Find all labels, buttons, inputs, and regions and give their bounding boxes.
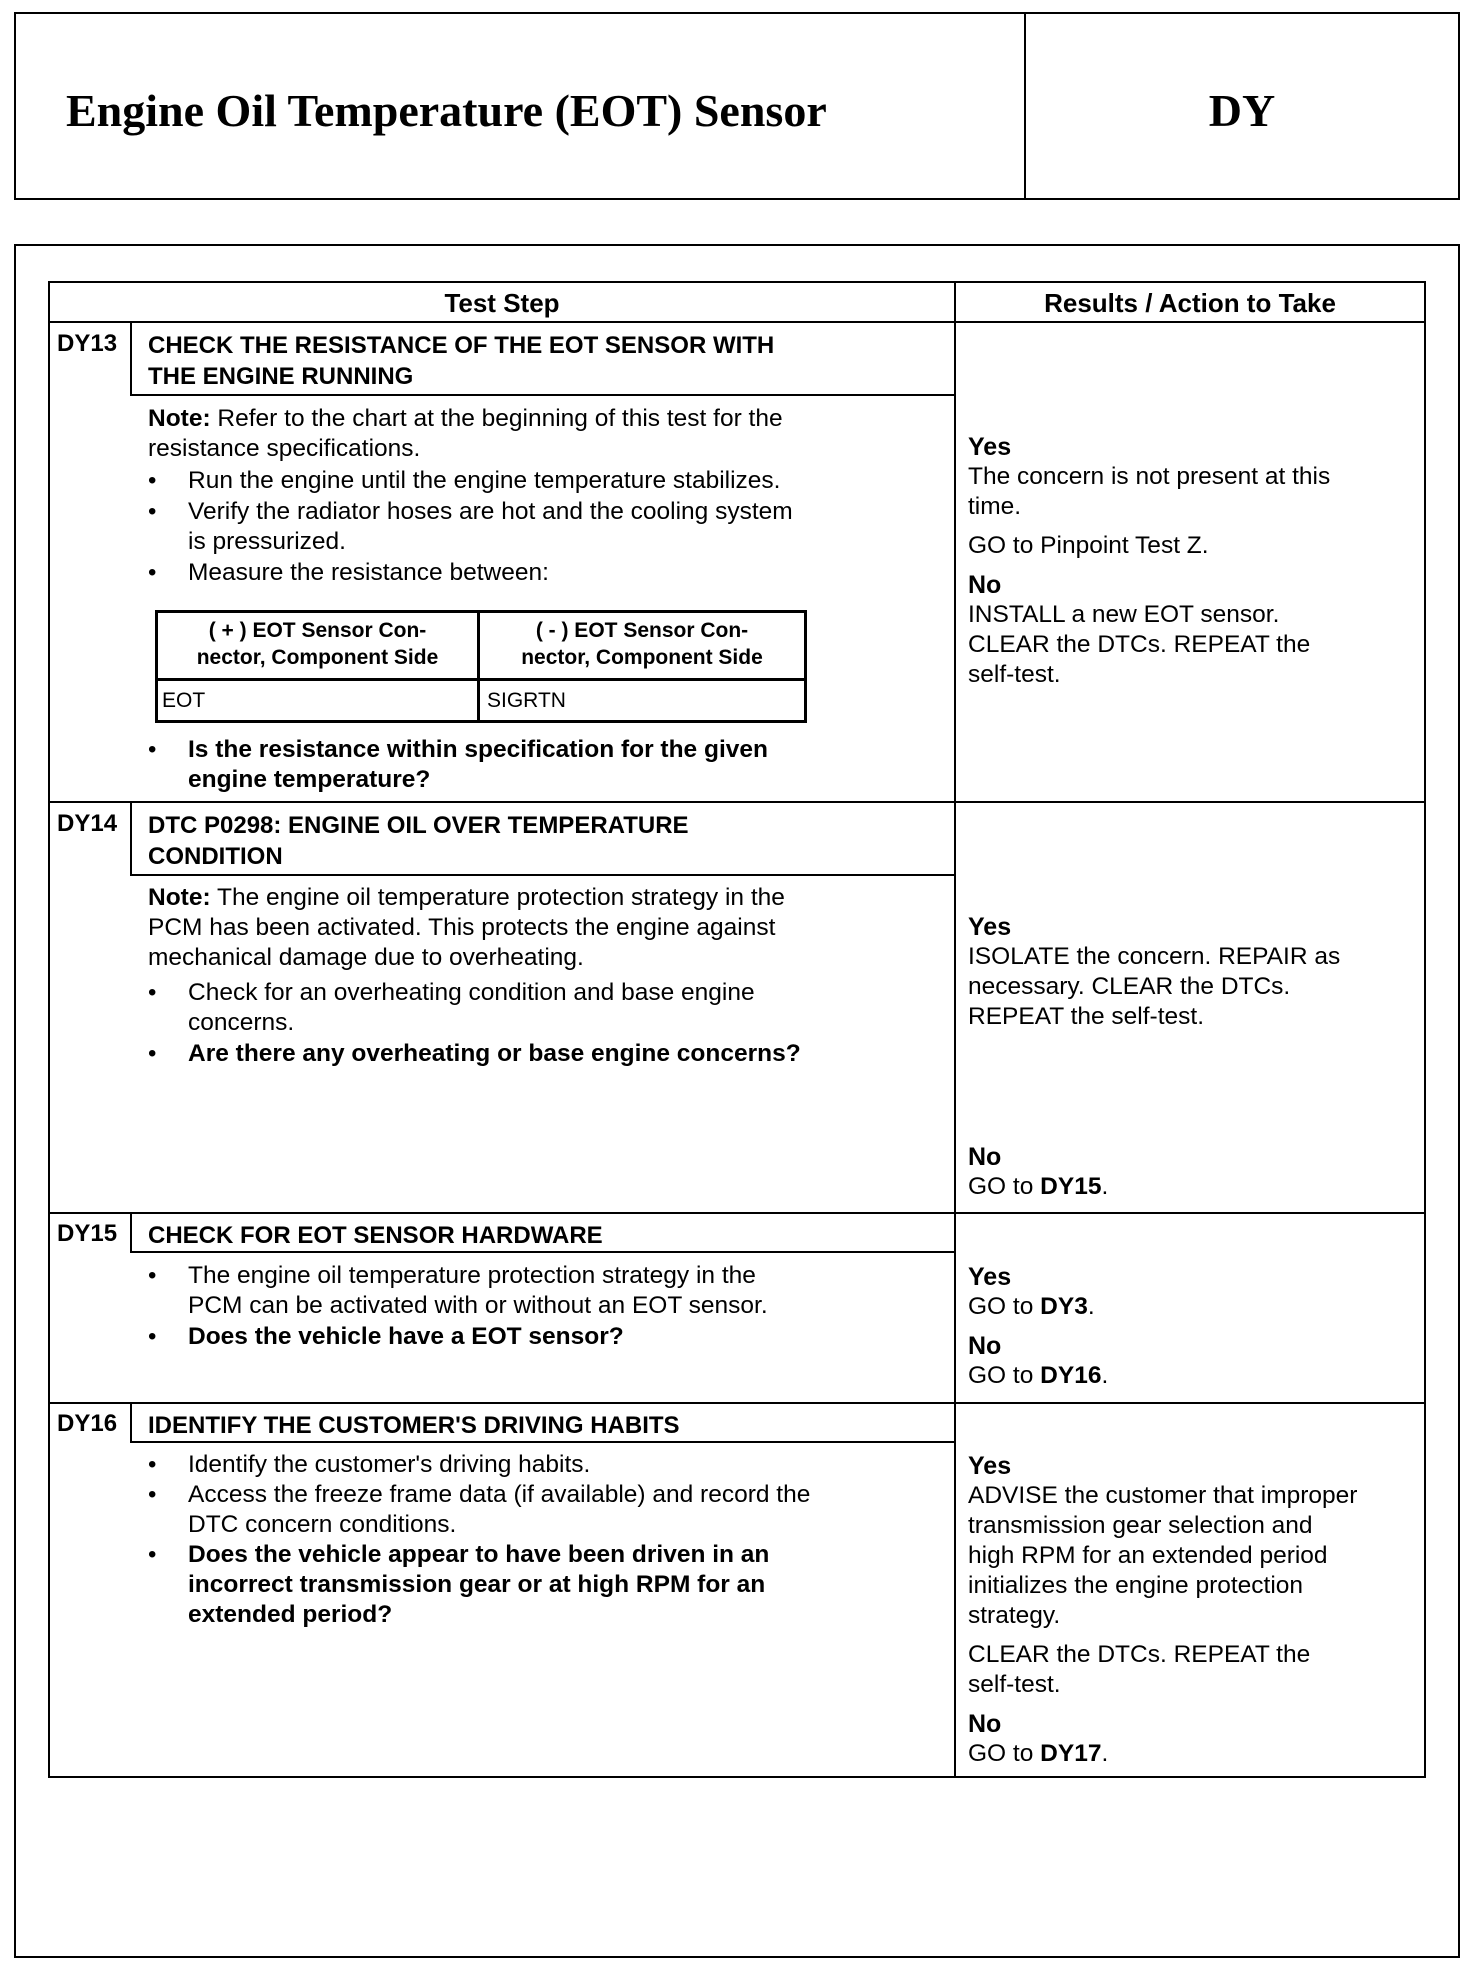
header-rule bbox=[48, 321, 1426, 323]
step-rule bbox=[48, 801, 1426, 803]
title-box bbox=[14, 12, 1026, 200]
section-code-box bbox=[1024, 12, 1460, 200]
step-results-no: No GO to DY15. bbox=[968, 1143, 1109, 1200]
step-rule bbox=[48, 1212, 1426, 1214]
pin-table-header-negative: ( - ) EOT Sensor Con- nector, Component Side bbox=[521, 619, 763, 669]
step-title: IDENTIFY THE CUSTOMER'S DRIVING HABITS bbox=[148, 1412, 680, 1439]
step-results: Yes GO to DY3. No GO to DY16. bbox=[968, 1263, 1109, 1389]
bullet-icon: • bbox=[148, 1040, 157, 1067]
bullet-icon: • bbox=[148, 498, 157, 525]
step-title: CHECK THE RESISTANCE OF THE EOT SENSOR WITH THE ENGINE RUNNING bbox=[148, 332, 775, 390]
step-note: Note: Refer to the chart at the beginning of this test for the resistance specifications. bbox=[148, 405, 783, 462]
bullet-icon: • bbox=[148, 559, 157, 586]
step-title: DTC P0298: ENGINE OIL OVER TEMPERATURE CONDITION bbox=[148, 812, 689, 870]
step-id: DY13 bbox=[57, 330, 118, 357]
step-id: DY14 bbox=[57, 810, 118, 837]
step-id: DY16 bbox=[57, 1410, 118, 1437]
section-code: DY bbox=[1208, 85, 1276, 136]
bullet-icon: • bbox=[148, 467, 157, 494]
step-results: Yes The concern is not present at this time. GO to Pinpoint Test Z. No INSTALL a new EOT sensor. CLEAR the DTCs. REPEAT the self-test. bbox=[968, 433, 1331, 688]
bullet-icon: • bbox=[148, 1323, 157, 1350]
bullet-icon: • bbox=[148, 1481, 157, 1508]
pin-table-header-positive: ( + ) EOT Sensor Con- nector, Component Side bbox=[196, 619, 439, 669]
column-header-test-step: Test Step bbox=[444, 288, 560, 318]
table-divider bbox=[954, 281, 956, 1778]
pin-table-cell: SIGRTN bbox=[487, 689, 566, 712]
step-rule bbox=[48, 1402, 1426, 1404]
column-header-results: Results / Action to Take bbox=[1044, 288, 1336, 318]
step-id: DY15 bbox=[57, 1220, 118, 1247]
bullet-icon: • bbox=[148, 1451, 157, 1478]
table-border-right bbox=[1424, 281, 1426, 1778]
table-border-top bbox=[48, 281, 1426, 283]
table-border-left bbox=[48, 281, 50, 1778]
bullet-icon: • bbox=[148, 1541, 157, 1568]
bullet-icon: • bbox=[148, 1262, 157, 1289]
step-note: Note: The engine oil temperature protection strategy in the PCM has been activated. This protects the engine against mechanical damage due to overheating. bbox=[148, 884, 785, 971]
page-title: Engine Oil Temperature (EOT) Sensor bbox=[66, 85, 827, 136]
step-title: CHECK FOR EOT SENSOR HARDWARE bbox=[148, 1222, 603, 1249]
step-results: Yes ISOLATE the concern. REPAIR as necessary. CLEAR the DTCs. REPEAT the self-test. bbox=[968, 913, 1341, 1030]
bullet-icon: • bbox=[148, 979, 157, 1006]
table-border-bottom bbox=[48, 1776, 1426, 1778]
step-results: Yes ADVISE the customer that improper transmission gear selection and high RPM for an extended period initializes the engine protection strategy. CLEAR the DTCs. REPEAT the self-test. No GO to DY17. bbox=[968, 1452, 1358, 1767]
pin-table-cell: EOT bbox=[162, 689, 206, 712]
bullet-icon: • bbox=[148, 736, 157, 763]
